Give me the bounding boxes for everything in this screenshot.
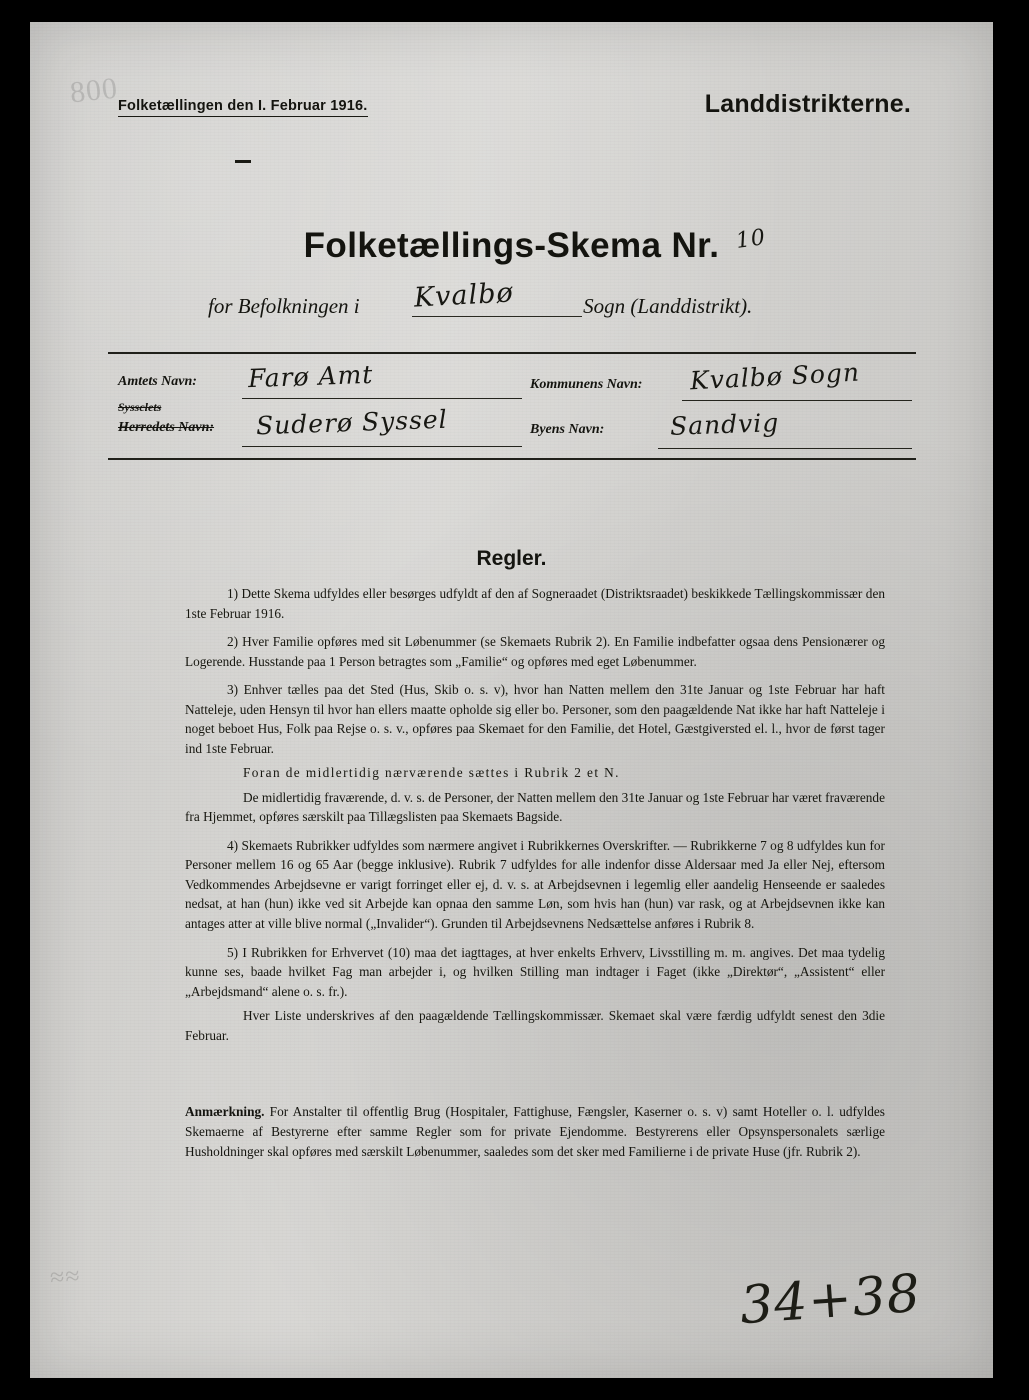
form-header-right: Landdistrikterne. xyxy=(704,90,911,118)
subtitle-tail: Sogn (Landdistrikt). xyxy=(583,294,753,318)
anmaerkning-text: For Anstalter til offentlig Brug (Hospitaler, Fattighuse, Fængsler, Kaserner o. s. v) samt Hoteller o. l. udfyldes Skemaerne af Bestyrerne efter samme Regler som for private Ejendomme. Bestyrerens eller Opsynspersonalets særlige Husholdninger skal opføres med særskilt Løbenummer, saaledes som det sker med Familierne i de private Huse (jfr. Rubrik 2). xyxy=(185,1104,885,1159)
rule-paragraph-5a: Hver Liste underskrives af den paagældende Tællingskommissær. Skemaet skal være færdig udfyldt senest den 3die Februar. xyxy=(185,1008,885,1043)
divider-top xyxy=(108,352,916,354)
label-herredets-navn: Herredets Navn: xyxy=(118,420,215,435)
sogn-name-rule xyxy=(412,316,582,317)
label-byens-navn: Byens Navn: xyxy=(530,422,605,437)
ghost-mark-top-left: 800 xyxy=(68,71,120,110)
rule-paragraph-3b: De midlertidig fraværende, d. v. s. de Personer, der Natten mellem den 31te Januar og 1ste Februar har været fraværende fra Hjemmet, opføres særskilt paa Tillægslisten paa Skemaets Bagside. xyxy=(185,789,885,825)
sogn-name-handwritten: Kvalbø xyxy=(413,277,515,314)
rule-paragraph-4: 4) Skemaets Rubrikker udfyldes som nærmere angivet i Rubrikkernes Overskrifter. — Rubrikkerne 7 og 8 udfyldes kun for Personer mellem 16 og 65 Aar (begge inklusive). Rubrik 7 udfyldes for alle indenfor disse Aldersaar med Ja eller Nej, eftersom Vedkommendes Arbejdsevne er varigt forringet eller ej, d. v. s. at Arbejdsevnen i legemlig eller aandelig Henseende er saaledes nedsat, at han (hun) ikke ved sit Arbejde kan opnaa den samme Løn, som hvis han (hun) var rask, og at Arbejdsevnen ikke kan antages atter at ville blive normal („Invalider“). Grunden til Arbejdsevnens Nedsættelse anføres i Rubrik 8. xyxy=(185,837,885,931)
rule-paragraph-5: 5) I Rubrikken for Erhvervet (10) maa det iagttages, at hver enkelts Erhverv, Livsstilling m. m. angives. Det maa tydelig kunne ses, baade hvilket Fag man arbejder i, og hvilken Stilling man indtager i Faget (ikke „Direktør“, „Assistent“ eller „Arbejdsmand“ alene o. s. fr.). xyxy=(185,944,885,999)
value-kommunens-navn: Kvalbø Sogn xyxy=(689,357,861,396)
line-amtets-navn xyxy=(242,398,522,399)
pencil-marginalia-number: 34+38 xyxy=(738,1263,923,1337)
header-dash xyxy=(235,160,251,163)
anmaerkning-block xyxy=(185,1102,885,1162)
rules-heading: Regler. xyxy=(476,547,547,570)
page-title-text: Folketællings-Skema Nr. xyxy=(303,226,720,265)
rules-body xyxy=(185,584,885,1054)
subtitle-lead: for Befolkningen i xyxy=(208,294,360,318)
label-amtets-navn: Amtets Navn: xyxy=(118,374,197,389)
line-herredets-navn xyxy=(242,446,522,447)
line-kommunens-navn xyxy=(682,400,912,401)
line-byens-navn xyxy=(658,448,912,449)
rule-paragraph-1: 1) Dette Skema udfyldes eller besørges udfyldt af den af Sogneraadet (Distriktsraadet) beskikkede Tællingskommissær den 1ste Februar 1916. xyxy=(185,586,885,621)
page-title xyxy=(30,226,993,266)
anmaerkning-label: Anmærkning. xyxy=(185,1104,265,1119)
value-byens-navn: Sandvig xyxy=(669,408,780,441)
rule-paragraph-3a: Foran de midlertidig nærværende sættes i Rubrik 2 et N. xyxy=(243,765,620,781)
value-amtets-navn: Farø Amt xyxy=(247,359,374,394)
rule-paragraph-2: 2) Hver Familie opføres med sit Løbenummer (se Skemaets Rubrik 2). En Familie indbefatter ogsaa dens Pensionærer og Logerende. Husstande paa 1 Person betragtes som „Familie“ og opføres med eget Løbenummer. xyxy=(185,634,885,669)
label-kommunens-navn: Kommunens Navn: xyxy=(530,377,643,392)
form-number-handwritten: 10 xyxy=(734,225,768,254)
label-sysselets: Syssclets xyxy=(118,400,162,414)
value-herredets-navn: Suderø Syssel xyxy=(255,404,449,441)
census-form-page xyxy=(30,22,993,1378)
divider-bottom xyxy=(108,458,916,460)
rule-paragraph-3: 3) Enhver tælles paa det Sted (Hus, Skib o. s. v), hvor han Natten mellem den 31te Januar og 1ste Februar har haft Natteleje, uden Hensyn til hvor han ellers maatte opholde sig eller bo. Personer, som den paagældende Nat ikke har haft Natteleje i noget beboet Hus, Folk paa Rejse o. s. v., opføres paa Skemaet for den Familie, det Hotel, Gæstgiversted el. l., hvor de først tager ind 1ste Februar. xyxy=(185,682,885,756)
form-header-left: Folketællingen den I. Februar 1916. xyxy=(118,98,368,117)
ghost-mark-bottom-left: ≈≈ xyxy=(48,1260,82,1293)
